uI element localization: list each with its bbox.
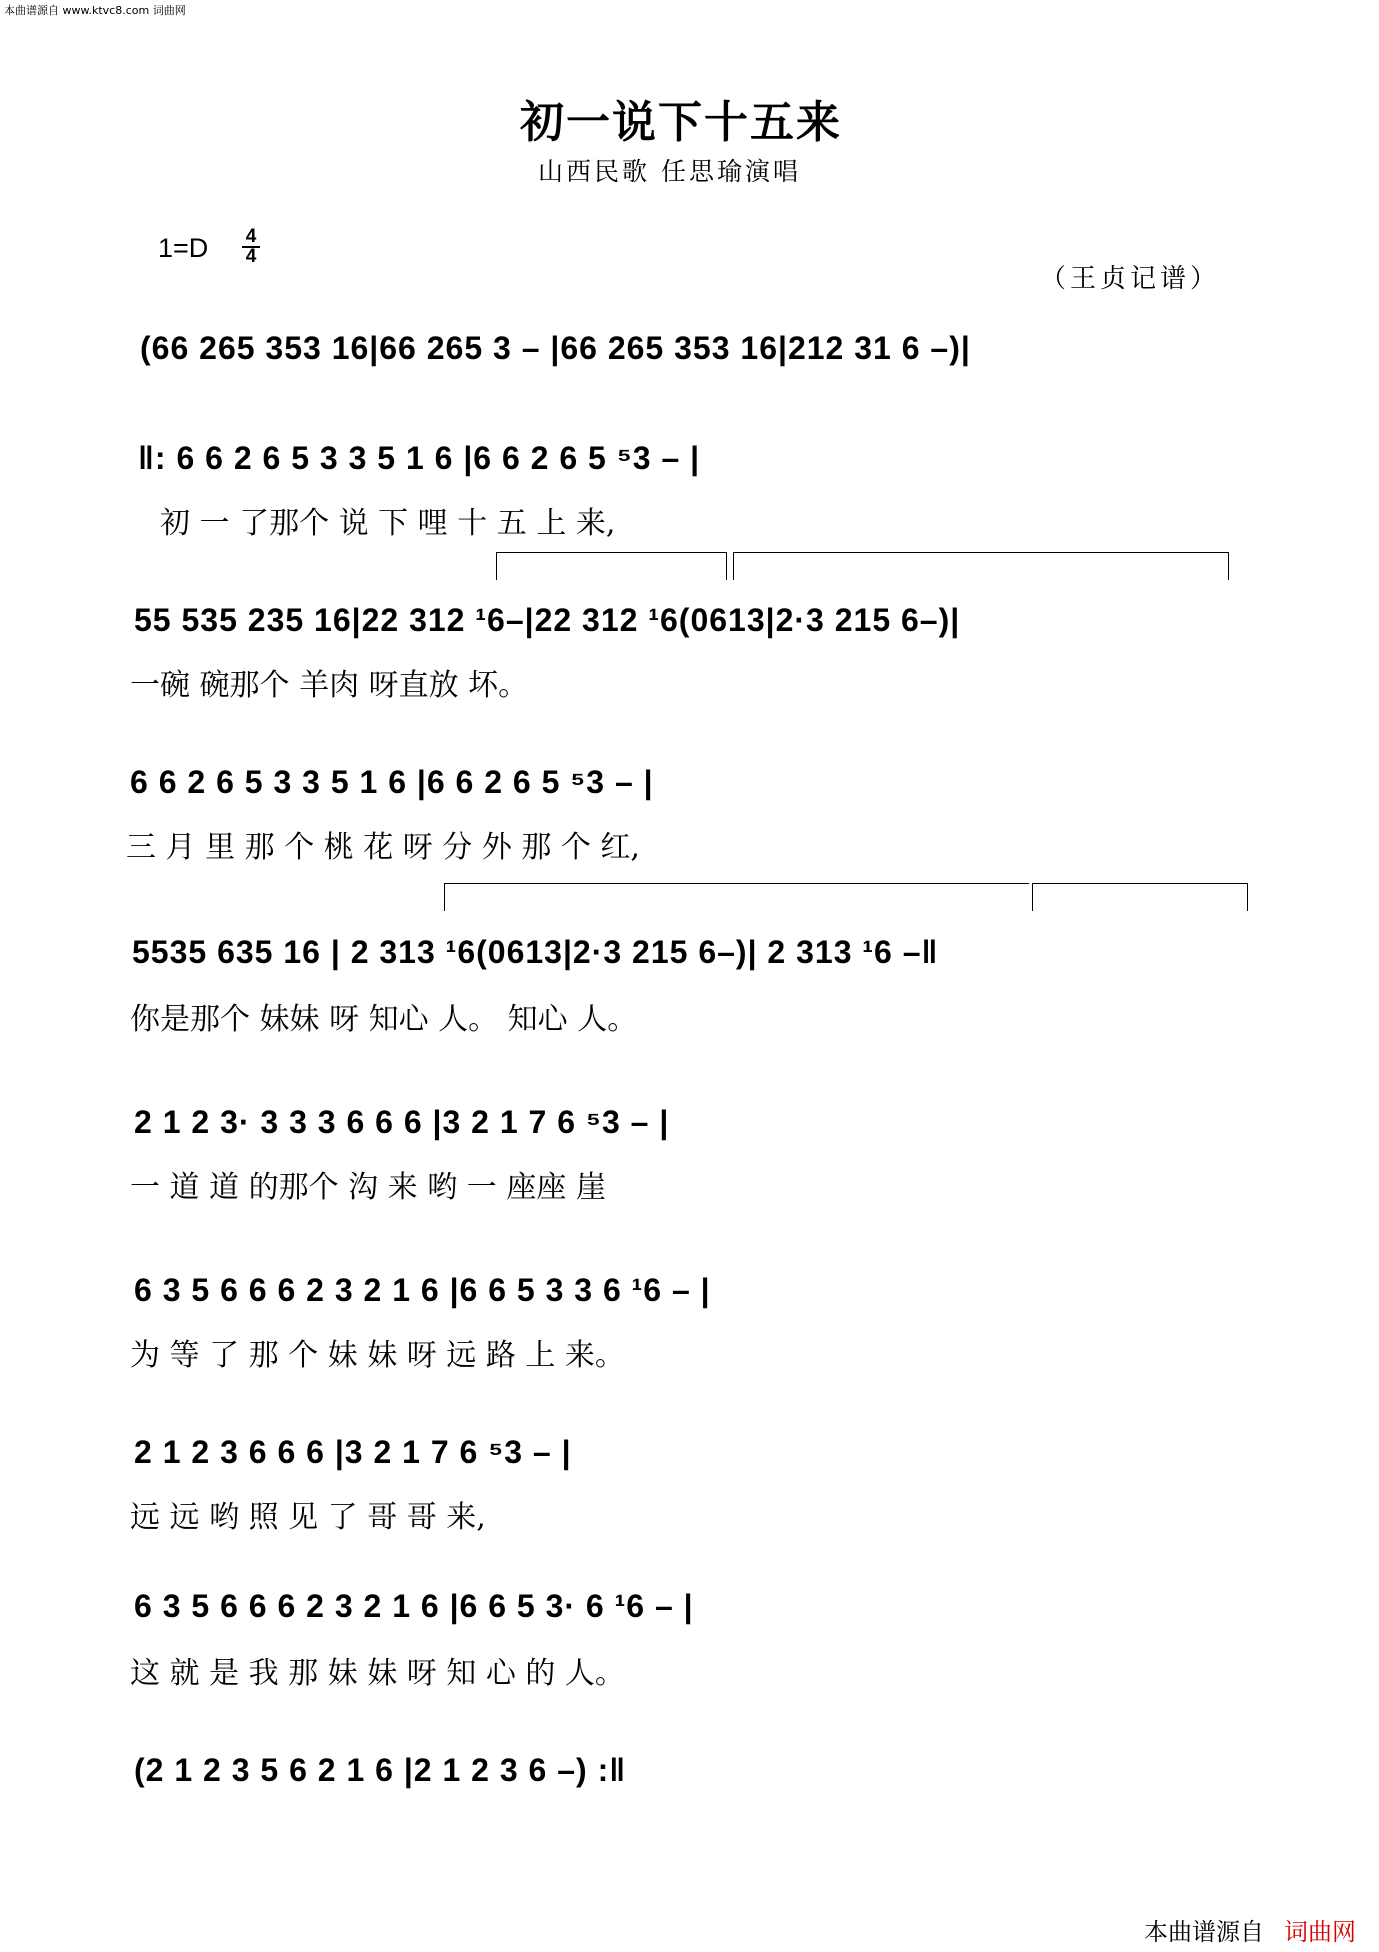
lyrics: 这 就 是 我 那 妹 妹 呀 知 心 的 人。 bbox=[130, 1656, 625, 1691]
volta-2-left bbox=[733, 552, 734, 580]
time-signature bbox=[242, 228, 260, 266]
notes: 2 1 2 3 6 6 6 |3 2 1 7 6 ⁵3 – | bbox=[134, 1434, 572, 1470]
notes: ‖: 6 6 2 6 5 3 3 5 1 6 |6 6 2 6 5 ⁵3 – | bbox=[138, 440, 701, 476]
volta-2b-right bbox=[1247, 883, 1248, 911]
lyrics: 初 一 了那个 说 下 哩 十 五 上 来, bbox=[160, 506, 616, 541]
lyrics: 一碗 碗那个 羊肉 呀直放 坏。 bbox=[130, 668, 529, 703]
notes: 2 1 2 3· 3 3 3 6 6 6 |3 2 1 7 6 ⁵3 – | bbox=[134, 1104, 670, 1140]
time-signature-bottom: 4 bbox=[242, 246, 260, 266]
lyrics: 远 远 哟 照 见 了 哥 哥 来, bbox=[130, 1500, 486, 1535]
volta-2b-top bbox=[1032, 883, 1247, 884]
notes: 6 3 5 6 6 6 2 3 2 1 6 |6 6 5 3· 6 ¹6 – | bbox=[134, 1588, 694, 1624]
lyrics: 你是那个 妹妹 呀 知心 人。 知心 人。 bbox=[130, 1002, 638, 1037]
volta-1-top bbox=[496, 552, 726, 553]
notes: 6 3 5 6 6 6 2 3 2 1 6 |6 6 5 3 3 6 ¹6 – | bbox=[134, 1272, 711, 1308]
lyrics: 三 月 里 那 个 桃 花 呀 分 外 那 个 红, bbox=[126, 830, 640, 865]
key-signature: 1=D bbox=[158, 233, 209, 263]
volta-2b-left bbox=[1032, 883, 1033, 911]
song-title: 初一说下十五来 bbox=[520, 97, 842, 148]
time-signature-top: 4 bbox=[245, 226, 257, 247]
volta-2-top bbox=[733, 552, 1228, 553]
volta-2-right bbox=[1228, 552, 1229, 580]
volta-1b-top bbox=[444, 883, 1029, 884]
volta-1b-left bbox=[444, 883, 445, 911]
notes: 5535 635 16 | 2 313 ¹6(0613|2·3 215 6–)| 2 313 ¹6 –‖ bbox=[132, 934, 939, 970]
notes: (66 265 353 16|66 265 3 – |66 265 353 16|212 31 6 –)| bbox=[140, 330, 971, 366]
song-subtitle: 山西民歌 任思瑜演唱 bbox=[538, 157, 801, 186]
notes: 6 6 2 6 5 3 3 5 1 6 |6 6 2 6 5 ⁵3 – | bbox=[130, 764, 654, 800]
watermark-text: 本曲谱源自 www.ktvc8.com 词曲网 bbox=[4, 4, 186, 17]
footer-source-label: 本曲谱源自 bbox=[1144, 1918, 1264, 1946]
notes: (2 1 2 3 5 6 2 1 6 |2 1 2 3 6 –) :‖ bbox=[134, 1752, 627, 1788]
volta-1-right bbox=[726, 552, 727, 580]
footer-site-link[interactable]: 词曲网 bbox=[1284, 1918, 1356, 1946]
notes: 55 535 235 16|22 312 ¹6–|22 312 ¹6(0613|2·3 215 6–)| bbox=[134, 602, 961, 638]
volta-1-left bbox=[496, 552, 497, 580]
lyrics: 为 等 了 那 个 妹 妹 呀 远 路 上 来。 bbox=[130, 1338, 625, 1373]
transcriber-credit: （王贞记谱） bbox=[1040, 264, 1221, 294]
lyrics: 一 道 道 的那个 沟 来 哟 一 座座 崖 bbox=[130, 1170, 606, 1205]
